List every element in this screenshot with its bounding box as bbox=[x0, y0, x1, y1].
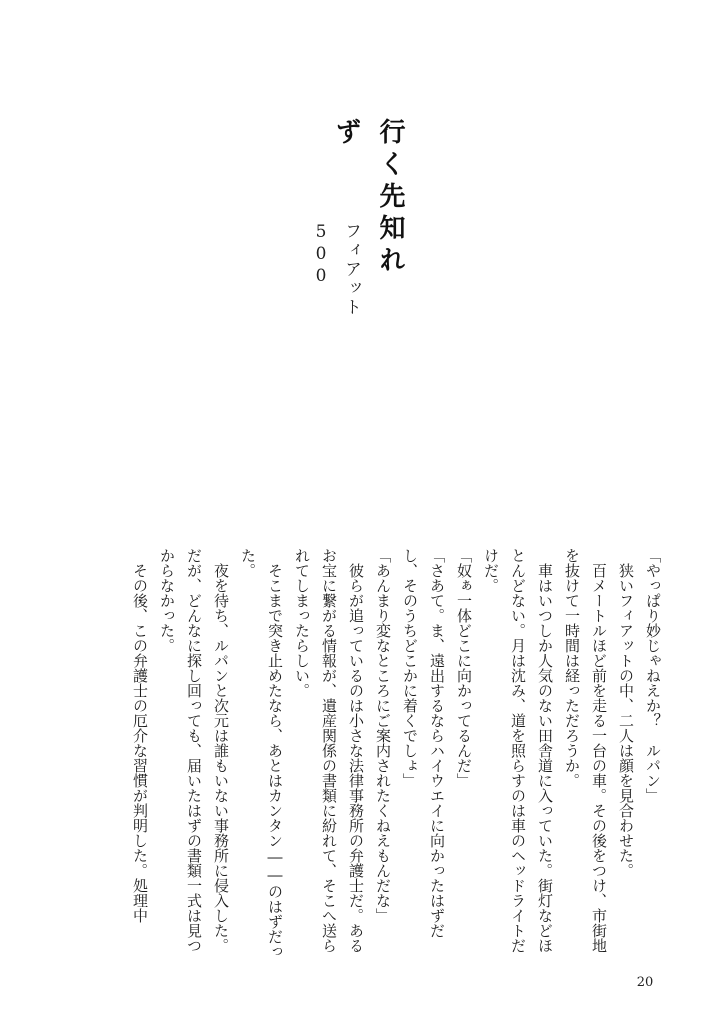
paragraph: そこまで突き止めたなら、あとはカンタン――のはずだった。 bbox=[239, 548, 284, 959]
paragraph: 夜を待ち、ルパンと次元は誰もいない事務所に侵入した。だが、どんなに探し回っても、届いたはずの書類一式は見つからなかった。 bbox=[158, 548, 230, 953]
paragraph: 「奴ぁ一体どこに向かってるんだ」 bbox=[455, 548, 473, 788]
paragraph: 「あんまり変なところにご案内されたくねえもんだな」 bbox=[374, 548, 392, 923]
paragraph: 「さあて。ま、遠出するならハイウエイに向かったはずだし、そのうちどこかに着くでしょ」 bbox=[401, 548, 446, 938]
paragraph: 彼らが追っているのは小さな法律事務所の弁護士だ。あるお宝に繋がる情報が、遺産関係の書類に紛れて、そこへ送られてしまったらしい。 bbox=[293, 548, 365, 953]
body-text bbox=[108, 548, 666, 962]
story-title: 行く先知れず bbox=[331, 118, 405, 278]
paragraph: 車はいつしか人気のない田舎道に入っていた。街灯などほとんどない。月は沈み、道を照らすのは車のヘッドライトだけだ。 bbox=[482, 548, 554, 953]
paragraph: 狭いフィアットの中、二人は顔を見合わせた。 bbox=[617, 563, 635, 878]
paragraph: 「やっぱり妙じゃねえか？ ルパン」 bbox=[644, 548, 662, 803]
page-number: 20 bbox=[636, 975, 654, 990]
author-name: フィアット500 bbox=[311, 222, 361, 317]
paragraph: その後、この弁護士の厄介な習慣が判明した。処理中 bbox=[131, 563, 149, 923]
paragraph: 百メートルほど前を走る一台の車。その後をつけ、市街地を抜けて一時間は経っただろうか。 bbox=[563, 548, 608, 953]
